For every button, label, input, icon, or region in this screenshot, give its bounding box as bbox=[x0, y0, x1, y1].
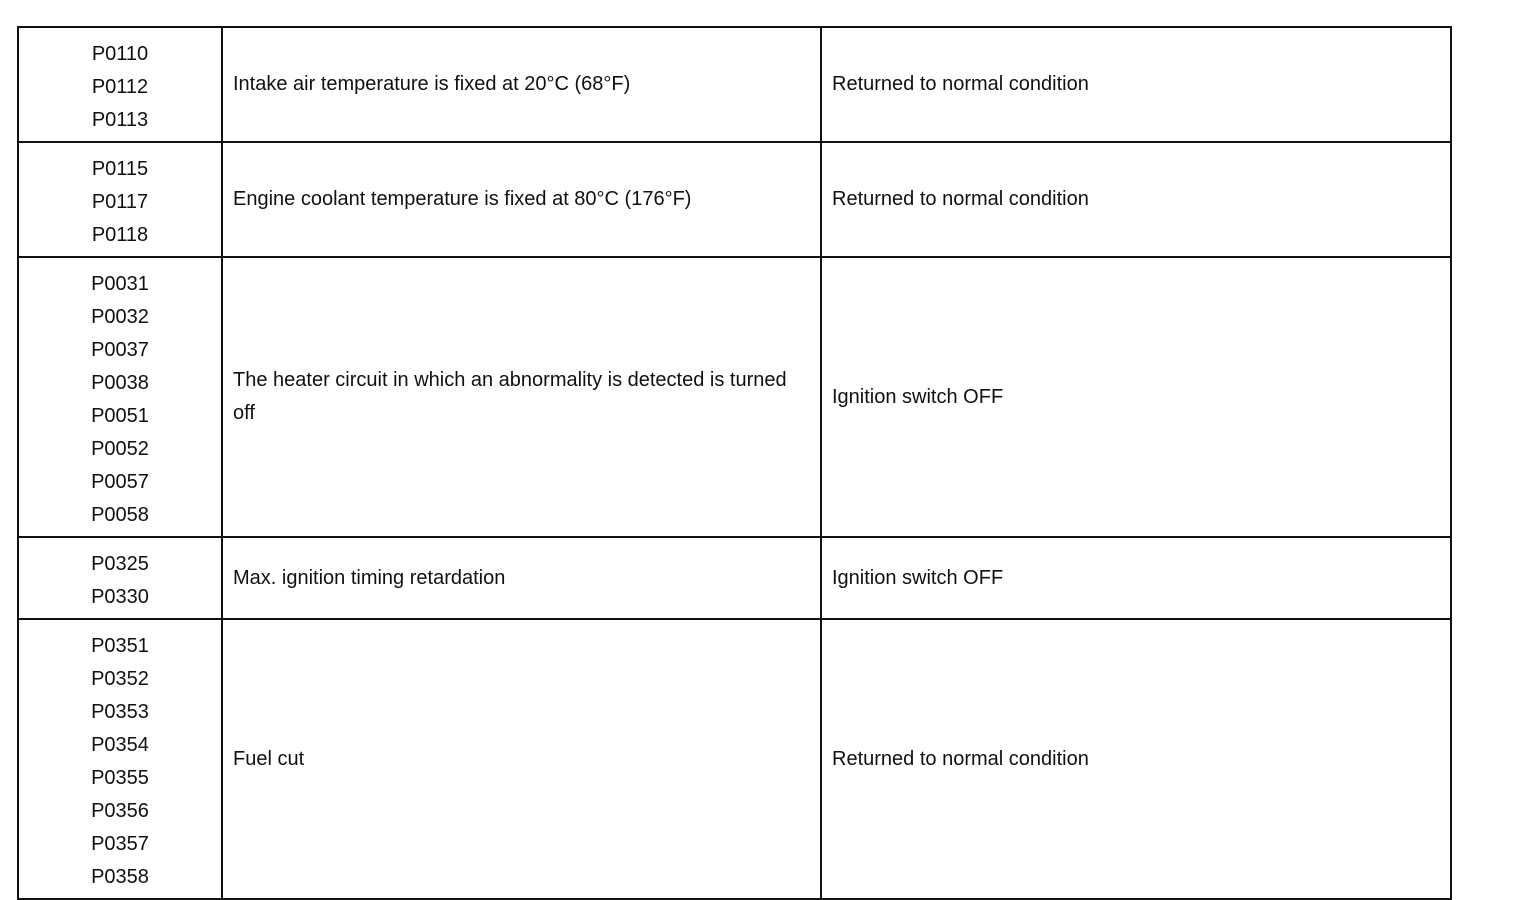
dtc-code: P0057 bbox=[91, 471, 149, 493]
fail-safe-action-cell: Max. ignition timing retardation bbox=[222, 537, 821, 619]
dtc-code: P0117 bbox=[91, 191, 149, 213]
dtc-code: P0051 bbox=[91, 405, 149, 427]
cancellation-condition-cell: Ignition switch OFF bbox=[821, 257, 1451, 537]
table-row bbox=[18, 27, 1451, 142]
dtc-code: P0330 bbox=[91, 586, 149, 608]
dtc-code: P0353 bbox=[91, 701, 149, 723]
dtc-code: P0325 bbox=[91, 553, 149, 575]
table-row bbox=[18, 537, 1451, 619]
dtc-code: P0355 bbox=[91, 767, 149, 789]
fail-safe-action-cell: Engine coolant temperature is fixed at 80°C (176°F) bbox=[222, 142, 821, 257]
table-row bbox=[18, 619, 1451, 899]
dtc-code: P0032 bbox=[91, 306, 149, 328]
fail-safe-action-cell: The heater circuit in which an abnormality is detected is turned off bbox=[222, 257, 821, 537]
dtc-code: P0113 bbox=[91, 109, 149, 131]
dtc-code: P0356 bbox=[91, 800, 149, 822]
cancellation-condition-cell: Returned to normal condition bbox=[821, 619, 1451, 899]
dtc-code: P0118 bbox=[91, 224, 149, 246]
cancellation-condition-cell: Returned to normal condition bbox=[821, 142, 1451, 257]
dtc-code: P0354 bbox=[91, 734, 149, 756]
dtc-code: P0037 bbox=[91, 339, 149, 361]
dtc-code: P0110 bbox=[91, 43, 149, 65]
table-row bbox=[18, 257, 1451, 537]
dtc-code: P0038 bbox=[91, 372, 149, 394]
fail-safe-table bbox=[17, 26, 1452, 900]
dtc-codes-cell bbox=[18, 142, 222, 257]
table-row bbox=[18, 142, 1451, 257]
dtc-code: P0058 bbox=[91, 504, 149, 526]
dtc-code: P0358 bbox=[91, 866, 149, 888]
dtc-code: P0112 bbox=[91, 76, 149, 98]
fail-safe-action-cell: Intake air temperature is fixed at 20°C (68°F) bbox=[222, 27, 821, 142]
dtc-code: P0357 bbox=[91, 833, 149, 855]
dtc-code: P0351 bbox=[91, 635, 149, 657]
fail-safe-action-cell: Fuel cut bbox=[222, 619, 821, 899]
dtc-codes-cell bbox=[18, 619, 222, 899]
dtc-code: P0115 bbox=[91, 158, 149, 180]
dtc-code: P0031 bbox=[91, 273, 149, 295]
dtc-code: P0352 bbox=[91, 668, 149, 690]
dtc-codes-cell bbox=[18, 257, 222, 537]
cancellation-condition-cell: Returned to normal condition bbox=[821, 27, 1451, 142]
dtc-codes-cell bbox=[18, 537, 222, 619]
dtc-code: P0052 bbox=[91, 438, 149, 460]
cancellation-condition-cell: Ignition switch OFF bbox=[821, 537, 1451, 619]
dtc-codes-cell bbox=[18, 27, 222, 142]
